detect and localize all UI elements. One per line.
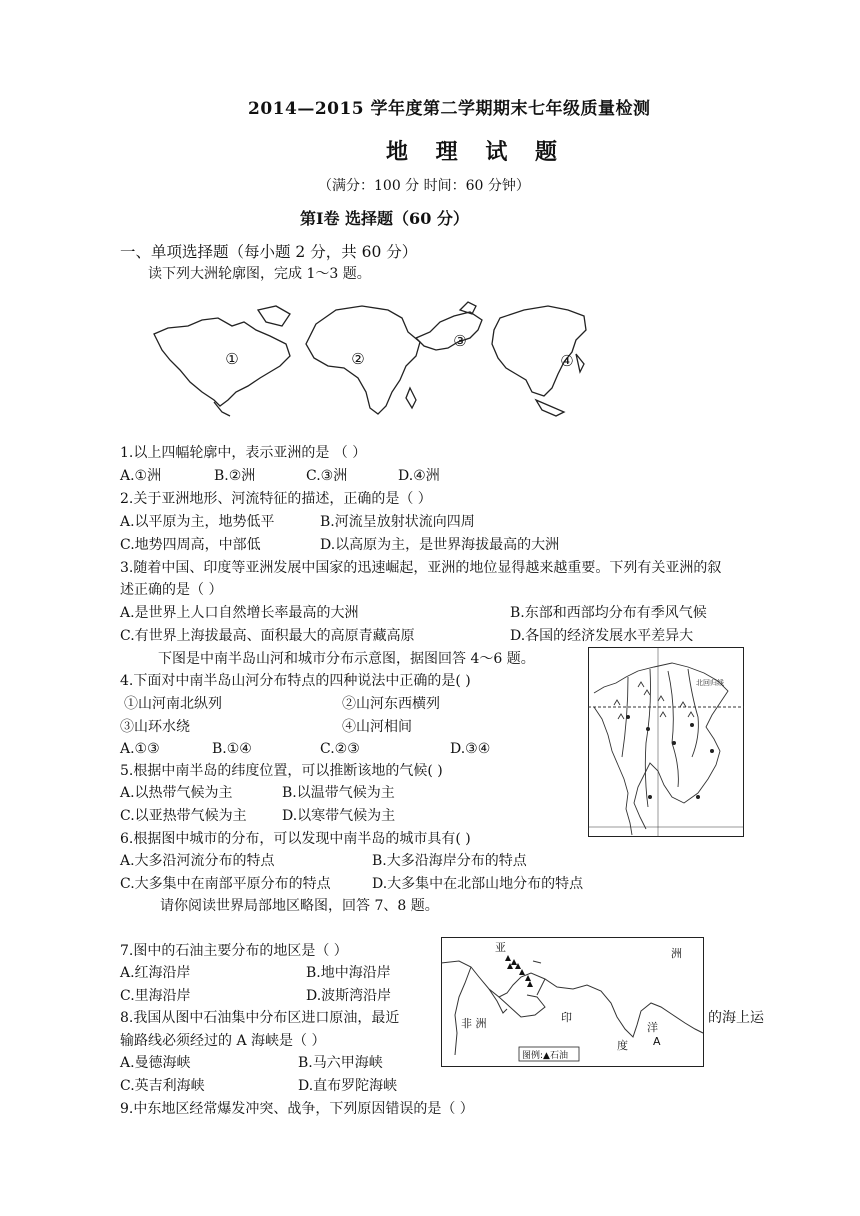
- continent-outlines-figure: [140, 296, 590, 424]
- map-label-indian-3: 洋: [647, 1021, 658, 1034]
- continent-label-2: ②: [351, 350, 365, 368]
- q4-option-c: C.②③: [320, 741, 360, 757]
- q6-option-d: D.大多集中在北部山地分布的特点: [372, 876, 584, 892]
- map-label-strait-a: A: [653, 1035, 661, 1048]
- continent-label-3: ③: [453, 332, 467, 350]
- q4-statement-2: ②山河东西横列: [342, 696, 440, 712]
- q6-option-c: C.大多集中在南部平原分布的特点: [120, 876, 331, 892]
- tropic-label: 北回归线: [696, 679, 724, 687]
- middle-east-map-figure: [441, 937, 704, 1067]
- q8-stem-line2: 输路线必须经过的 A 海峡是（ ）: [120, 1033, 326, 1049]
- map-label-africa: 非 洲: [461, 1017, 487, 1030]
- intro-3: 请你阅读世界局部地区略图，回答 7、8 题。: [160, 898, 439, 914]
- north-america-outline: [154, 318, 290, 406]
- q3-option-b: B.东部和西部均分布有季风气候: [510, 605, 707, 621]
- q4-option-d: D.③④: [450, 741, 491, 757]
- q8-option-a: A.曼德海峡: [120, 1055, 191, 1071]
- map-legend: 图例:▲石油: [522, 1051, 568, 1061]
- exam-title: 2014—2015 学年度第二学期期末七年级质量检测: [248, 99, 651, 119]
- q4-statement-4: ④山河相间: [342, 719, 412, 735]
- q5-option-d: D.以寒带气候为主: [282, 808, 396, 824]
- map-label-indian-1: 印: [561, 1011, 572, 1024]
- q2-option-a: A.以平原为主，地势低平: [120, 514, 275, 530]
- q4-statement-1: ①山河南北纵列: [124, 696, 222, 712]
- continent-label-1: ①: [225, 350, 239, 368]
- q8-stem-line1: 8.我国从图中石油集中分布区进口原油，最近: [120, 1010, 400, 1026]
- q5-option-c: C.以亚热带气候为主: [120, 808, 247, 824]
- q4-option-a: A.①③: [120, 741, 160, 757]
- q5-option-b: B.以温带气候为主: [282, 785, 395, 801]
- q8-option-d: D.直布罗陀海峡: [298, 1078, 398, 1094]
- q2-option-b: B.河流呈放射状流向四周: [320, 514, 475, 530]
- q9-stem: 9.中东地区经常爆发冲突、战争，下列原因错误的是（ ）: [120, 1101, 474, 1117]
- map-label-asia-1: 亚: [495, 941, 506, 954]
- q6-stem: 6.根据图中城市的分布，可以发现中南半岛的城市具有( ): [120, 831, 471, 847]
- part-title: 第Ⅰ卷 选择题（60 分）: [300, 209, 469, 228]
- q4-option-b: B.①④: [212, 741, 252, 757]
- q7-option-c: C.里海沿岸: [120, 988, 191, 1004]
- q3-stem-line1: 3.随着中国、印度等亚洲发展中国家的迅速崛起，亚洲的地位显得越来越重要。下列有关亚洲的叙: [120, 560, 722, 576]
- q1-stem: 1.以上四幅轮廓中，表示亚洲的是 （ ）: [120, 445, 367, 461]
- q2-option-c: C.地势四周高，中部低: [120, 537, 261, 553]
- subject-title: 地 理 试 题: [386, 139, 567, 165]
- q3-option-d: D.各国的经济发展水平差异大: [510, 628, 694, 644]
- europe-outline: [416, 312, 482, 350]
- q1-option-a: A.①洲: [120, 468, 162, 484]
- asia-outline: [492, 306, 586, 396]
- q8-option-b: B.马六甲海峡: [298, 1055, 383, 1071]
- map-label-indian-2: 度: [617, 1039, 628, 1052]
- q7-option-a: A.红海沿岸: [120, 965, 191, 981]
- q2-stem: 2.关于亚洲地形、河流特征的描述，正确的是（ ）: [120, 491, 432, 507]
- q7-option-d: D.波斯湾沿岸: [306, 988, 392, 1004]
- q5-option-a: A.以热带气候为主: [120, 785, 233, 801]
- q5-stem: 5.根据中南半岛的纬度位置，可以推断该地的气候( ): [120, 763, 443, 779]
- q3-option-c: C.有世界上海拔最高、面积最大的高原青藏高原: [120, 628, 415, 644]
- q2-option-d: D.以高原为主，是世界海拔最高的大洲: [320, 537, 560, 553]
- q6-option-a: A.大多沿河流分布的特点: [120, 853, 275, 869]
- exam-meta: （满分：100 分 时间：60 分钟）: [318, 178, 530, 194]
- indochina-map-figure: [588, 647, 744, 837]
- q4-statement-3: ③山环水绕: [120, 719, 190, 735]
- q1-option-c: C.③洲: [306, 468, 348, 484]
- q4-stem: 4.下面对中南半岛山河分布特点的四种说法中正确的是( ): [120, 673, 471, 689]
- q6-option-b: B.大多沿海岸分布的特点: [372, 853, 527, 869]
- q8-stem-line1-end: 的海上运: [708, 1010, 764, 1026]
- intro-2: 下图是中南半岛山河和城市分布示意图，据图回答 4～6 题。: [158, 651, 535, 667]
- q1-option-b: B.②洲: [214, 468, 256, 484]
- q7-option-b: B.地中海沿岸: [306, 965, 391, 981]
- section-heading: 一、单项选择题（每小题 2 分，共 60 分）: [120, 243, 418, 261]
- map-label-asia-2: 洲: [671, 947, 682, 960]
- intro-1: 读下列大洲轮廓图，完成 1～3 题。: [148, 266, 371, 282]
- q1-option-d: D.④洲: [398, 468, 440, 484]
- continent-label-4: ④: [560, 352, 574, 370]
- q3-stem-line2: 述正确的是（ ）: [120, 582, 223, 598]
- q3-option-a: A.是世界上人口自然增长率最高的大洲: [120, 605, 359, 621]
- q7-stem: 7.图中的石油主要分布的地区是（ ）: [120, 943, 348, 959]
- q8-option-c: C.英吉利海峡: [120, 1078, 205, 1094]
